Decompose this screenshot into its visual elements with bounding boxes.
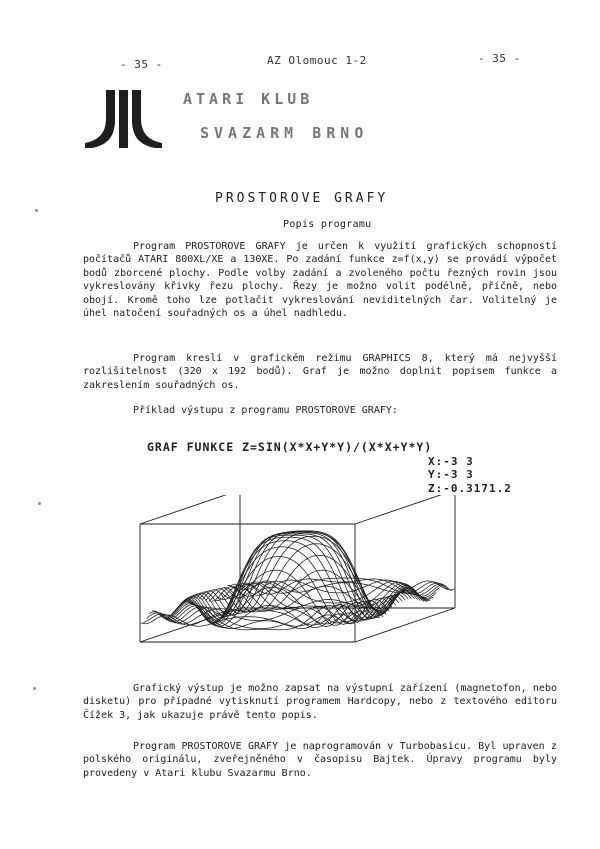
paragraph-graphics — [83, 352, 557, 392]
paragraph-intro — [83, 240, 557, 320]
masthead-org: SVAZARM BRNO — [200, 124, 369, 142]
paragraph-output — [83, 682, 557, 722]
scan-mark — [38, 502, 41, 505]
box-edge — [140, 495, 240, 524]
scan-mark — [35, 209, 38, 212]
header-title: AZ Olomouc 1-2 — [267, 54, 367, 67]
paragraph-credits — [83, 740, 557, 780]
atari-logo — [82, 90, 166, 150]
page-number-right: - 35 - — [478, 52, 521, 65]
paragraph-example — [83, 404, 557, 417]
figure-z-range: Z:-0.3171.2 — [428, 482, 512, 495]
scan-mark — [33, 687, 36, 690]
page-number-left: - 35 - — [120, 58, 163, 71]
paragraph-graphics-text: Program kreslí v grafickém režimu GRAPHICS 8, který má nejvyšší rozlišitelnost (320 x 192 bodů). Graf je možno doplnit popisem funkce a zakreslením souřadných os. — [83, 353, 557, 391]
paragraph-example-text: Příklad výstupu z programu PROSTOROVE GRAFY: — [133, 405, 398, 416]
surface-plot — [130, 495, 460, 670]
paragraph-intro-text: Program PROSTOROVE GRAFY je určen k využití grafických schopností počítačů ATARI 800XL/XE a 130XE. Po zadání funkce z=f(x,y) se provádí výpočet bodů zborcené plochy. Podle volby zadání a zvoleného počtu řezných rovin jsou vykreslovány křivky řezu plochy. Řezy je možno volit podélně, příčně, nebo obojí. Kromě toho lze potlačit vykreslování neviditelných čar. Volitelný je úhel natočení souřadných os a úhel nadhledu. — [83, 241, 557, 320]
masthead-club: ATARI KLUB — [183, 90, 314, 108]
article-title: PROSTOROVE GRAFY — [215, 191, 389, 206]
paragraph-credits-text: Program PROSTOROVE GRAFY je naprogramován v Turbobasicu. Byl upraven z polského originálu, zveřejněného v časopisu Bajtek. Úpravy programu byly provedeny v Atari klubu Svazarmu Brno. — [83, 741, 557, 779]
figure-x-range: X:-3 3 — [428, 455, 474, 468]
figure-heading: GRAF FUNKCE Z=SIN(X*X+Y*Y)/(X*X+Y*Y) — [147, 440, 433, 454]
article-subtitle: Popis programu — [283, 219, 372, 230]
surface-slice — [196, 531, 411, 616]
surface-wireframe — [140, 531, 455, 630]
paragraph-output-text: Grafický výstup je možno zapsat na výstupní zařízení (magnetofon, nebo disketu) pro případné vytisknutí programem Hardcopy, nebo z textového editoru Čížek 3, jak ukazuje právě tento popis. — [83, 683, 557, 721]
figure-y-range: Y:-3 3 — [428, 468, 474, 481]
box-edge — [355, 495, 455, 524]
